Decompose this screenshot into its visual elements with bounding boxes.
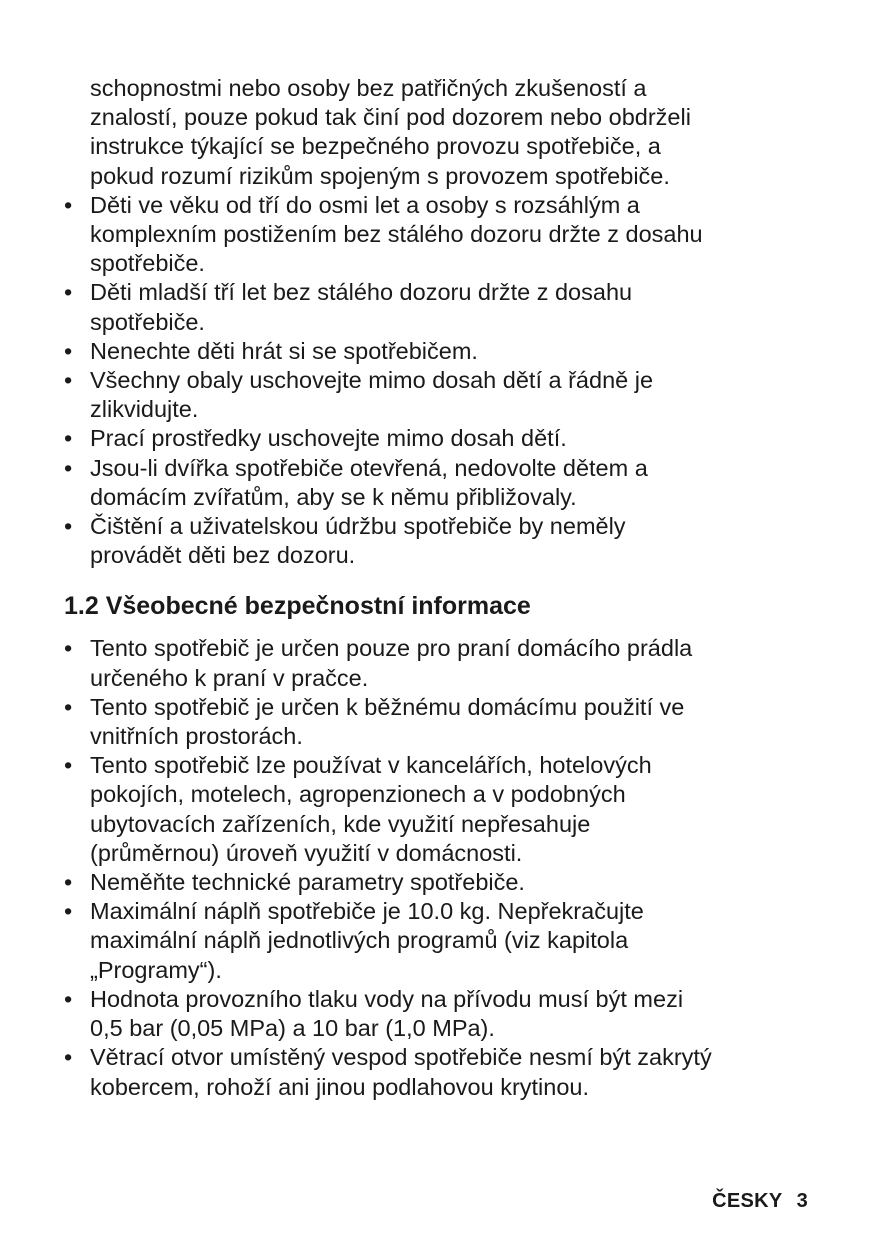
list-item: • Tento spotřebič je určen k běžnému domácímu použití ve vnitřních prostorách.	[64, 693, 824, 751]
continuation-paragraph: schopnostmi nebo osoby bez patřičných zkušeností a znalostí, pouze pokud tak činí pod dozorem nebo obdrželi instrukce týkající se bezpečného provozu spotřebiče, a pokud rozumí rizikům spojeným s provozem spotřebiče.	[90, 75, 691, 189]
child-safety-list	[64, 191, 824, 571]
list-item: • Děti mladší tří let bez stálého dozoru držte z dosahu spotřebiče.	[64, 278, 824, 336]
list-item: • Všechny obaly uschovejte mimo dosah dětí a řádně je zlikvidujte.	[64, 366, 824, 424]
list-item: • Tento spotřebič lze používat v kancelářích, hotelových pokojích, motelech, agropenzionech a v podobných ubytovacích zařízeních, kde využití nepřesahuje (průměrnou) úroveň využití v domácnosti.	[64, 751, 824, 868]
list-item: • Čištění a uživatelskou údržbu spotřebiče by neměly provádět děti bez dozoru.	[64, 512, 824, 570]
page-number: 3	[796, 1190, 808, 1212]
list-item: • Maximální náplň spotřebiče je 10.0 kg. Nepřekračujte maximální náplň jednotlivých programů (viz kapitola „Programy“).	[64, 897, 824, 985]
list-item: • Větrací otvor umístěný vespod spotřebiče nesmí být zakrytý kobercem, rohoží ani jinou podlahovou krytinou.	[64, 1043, 824, 1101]
list-item: • Děti ve věku od tří do osmi let a osoby s rozsáhlým a komplexním postižením bez stálého dozoru držte z dosahu spotřebiče.	[64, 191, 824, 279]
section-heading: 1.2 Všeobecné bezpečnostní informace	[64, 592, 531, 621]
list-item: • Jsou-li dvířka spotřebiče otevřená, nedovolte dětem a domácím zvířatům, aby se k němu přibližovaly.	[64, 454, 824, 512]
footer-language: ČESKY	[712, 1190, 783, 1212]
document-page	[64, 74, 824, 1102]
list-item: • Nenechte děti hrát si se spotřebičem.	[64, 337, 824, 366]
general-safety-list	[64, 634, 824, 1101]
page-footer	[712, 1190, 808, 1213]
list-item: • Neměňte technické parametry spotřebiče.	[64, 868, 824, 897]
list-item: • Tento spotřebič je určen pouze pro praní domácího prádla určeného k praní v pračce.	[64, 634, 824, 692]
list-item: • Prací prostředky uschovejte mimo dosah dětí.	[64, 424, 824, 453]
list-item: • Hodnota provozního tlaku vody na přívodu musí být mezi 0,5 bar (0,05 MPa) a 10 bar (1,0 MPa).	[64, 985, 824, 1043]
